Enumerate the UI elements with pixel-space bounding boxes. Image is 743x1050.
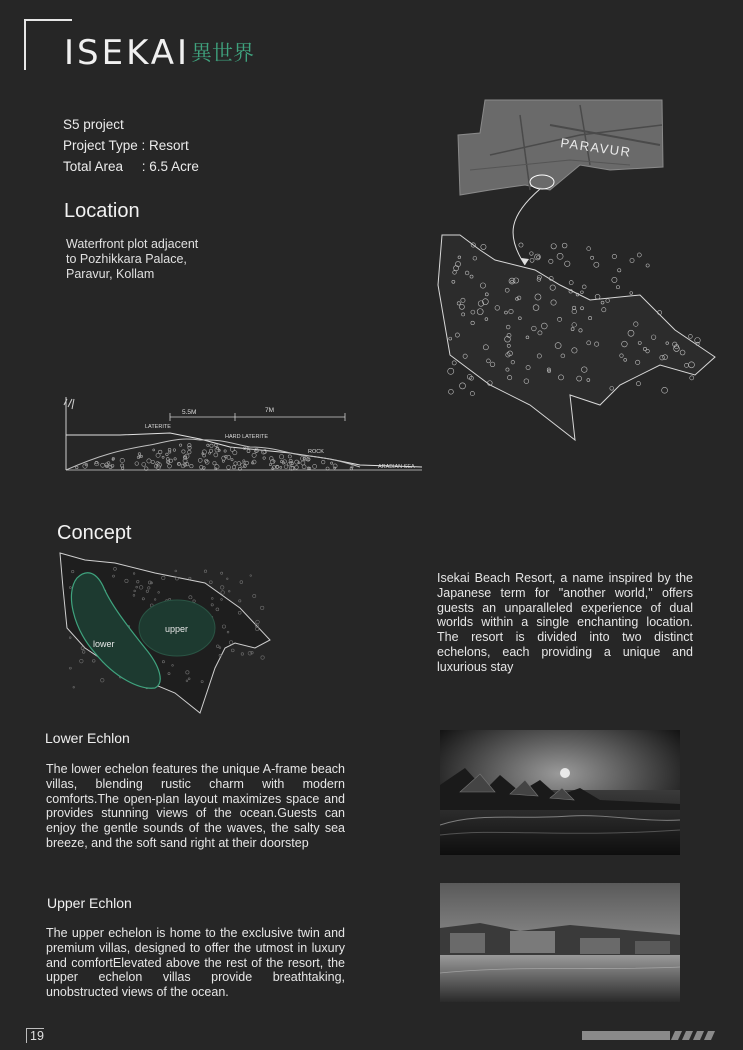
texture-dot [81,647,84,650]
concept-description: Isekai Beach Resort, a name inspired by the Japanese term for "another world," offers guests an unparalleled experience of dual worlds within a single enchanting location. The resort is divided into two distinct echelons, each providing a unique and luxurious stay [437,571,693,674]
texture-dot [301,461,305,465]
texture-dot [519,243,523,247]
texture-dot [101,463,105,467]
texture-dot [459,383,465,389]
texture-dot [245,461,249,465]
texture-dot [92,660,95,663]
texture-dot [269,463,271,465]
texture-dot [213,461,216,464]
texture-dot [232,466,235,469]
texture-dot [186,463,189,466]
texture-dot [530,252,534,256]
texture-dot [288,455,291,458]
texture-dot [284,465,288,469]
texture-dot [231,459,233,461]
lower-echelon-description: The lower echelon features the unique A-frame beach villas, blending rustic charm with modern comforts.The open-plan layout maximizes space and provides stunning views of the ocean.Guests can enjoy the gentle sounds of the waves, the salty sea breeze, and the soft sand right at their doorstep [46,762,345,850]
location-line: to Pozhikkara Palace, [66,252,187,266]
texture-dot [221,572,223,574]
texture-dot [231,649,234,652]
page-title-japanese: 異世界 [191,42,254,65]
texture-dot [162,456,164,458]
texture-dot [260,606,263,609]
upper-echelon-heading: Upper Echlon [47,895,132,911]
texture-dot [256,620,260,624]
texture-dot [237,462,241,466]
texture-dot [214,453,218,457]
location-line: Paravur, Kollam [66,267,155,281]
texture-dot [331,462,333,464]
project-type: Project Type : Resort [63,138,189,153]
texture-dot [204,570,207,573]
texture-dot [595,294,600,299]
texture-dot [158,450,162,454]
rock-texture [76,444,354,471]
texture-dot [240,581,243,584]
layer-label-hard-laterite: HARD LATERITE [225,434,268,440]
texture-dot [569,281,573,285]
texture-dot [151,460,154,463]
texture-dot [135,462,139,466]
texture-dot [138,453,141,456]
texture-dot [557,253,563,259]
texture-dot [142,463,146,467]
texture-dot [209,449,212,452]
texture-dot [448,368,454,374]
texture-dot [252,460,256,464]
texture-dot [188,444,191,447]
texture-dot [289,459,292,462]
page-title: ISEKAI [64,33,191,73]
texture-dot [636,382,640,386]
texture-dot [175,570,177,572]
texture-dot [587,247,591,251]
texture-dot [612,277,617,282]
texture-dot [147,459,151,463]
texture-dot [302,465,306,469]
texture-dot [227,466,231,470]
texture-dot [174,458,176,460]
texture-dot [173,449,176,452]
texture-dot [263,457,266,460]
texture-dot [630,292,633,295]
lower-echelon-heading: Lower Echlon [45,730,130,746]
project-area: Total Area : 6.5 Acre [63,159,199,174]
texture-dot [241,463,245,467]
texture-dot [221,591,225,595]
texture-dot [214,444,217,447]
texture-dot [80,659,84,663]
texture-dot [247,450,250,453]
texture-dot [321,460,325,464]
texture-dot [82,651,85,654]
texture-dot [224,450,226,452]
texture-dot [253,594,256,597]
texture-dot [313,464,317,468]
texture-dot [537,256,540,259]
upper-echelon-render-photo [440,883,680,1002]
texture-dot [239,600,241,602]
texture-dot [178,463,181,466]
texture-dot [250,575,252,577]
texture-dot [76,466,79,469]
dimension-label: 5.5M [182,409,197,416]
texture-dot [590,256,593,259]
texture-dot [452,361,456,365]
texture-dot [153,449,155,451]
texture-dot [209,581,212,584]
texture-dot [581,291,584,294]
upper-echelon-description: The upper echelon is home to the exclusive twin and premium villas, designed to offer the utmost in luxury and comfortElevated above the rest of the resort, the upper echelon villas provide breathtaking, unobstructed views of the ocean. [46,926,345,1000]
texture-dot [481,244,486,249]
layer-label-laterite: LATERITE [145,424,171,430]
concept-heading: Concept [57,522,132,544]
texture-dot [179,444,181,446]
texture-dot [618,269,621,272]
lower-zone-label: lower [93,639,115,649]
site-section-drawing [60,395,425,475]
texture-dot [243,460,245,462]
texture-dot [166,453,169,456]
site-location-map [430,95,730,445]
texture-dot [582,285,586,289]
concept-zoning-diagram [55,548,280,718]
texture-dot [255,450,257,452]
project-name: S5 project [63,117,124,132]
texture-dot [562,243,567,248]
texture-dot [166,458,169,461]
texture-dot [168,464,172,468]
texture-dot [295,466,299,470]
texture-dot [220,586,223,589]
texture-dot [226,578,228,580]
texture-dot [449,389,454,394]
texture-dot [594,262,599,267]
texture-dot [551,244,556,249]
texture-dot [207,444,209,446]
texture-dot [228,590,230,592]
texture-dot [662,387,668,393]
lower-echelon-render-photo [440,730,680,855]
layer-label-sea: ARABIAN SEA [378,464,415,470]
page-number: 19 [26,1028,44,1043]
texture-dot [69,667,71,669]
texture-dot [241,653,244,656]
texture-dot [612,254,616,258]
texture-dot [279,455,283,459]
texture-dot [637,253,641,257]
location-line: Waterfront plot adjacent [66,237,199,251]
texture-dot [198,458,202,462]
texture-dot [234,462,238,466]
texture-dot [690,376,694,380]
layer-label-rock: ROCK [308,449,324,455]
texture-dot [100,678,104,682]
texture-dot [530,258,534,262]
texture-dot [233,451,237,455]
footer-stripe-decoration [582,1031,718,1040]
texture-dot [689,334,693,338]
texture-dot [120,458,124,462]
map-town-label: PARAVUR [559,135,633,160]
texture-dot [73,686,75,688]
dimension-label: 7M [265,407,275,414]
location-heading: Location [64,200,140,222]
texture-dot [630,258,634,262]
texture-dot [261,656,264,659]
texture-dot [189,577,191,579]
texture-dot [565,261,570,266]
texture-dot [188,450,192,454]
texture-dot [210,444,213,447]
texture-dot [616,286,619,289]
upper-zone-label: upper [165,624,189,634]
texture-dot [272,466,275,469]
texture-dot [202,450,206,454]
texture-dot [646,264,649,267]
texture-dot [190,464,193,467]
texture-dot [182,450,185,453]
texture-dot [549,259,553,263]
texture-dot [280,466,282,468]
texture-dot [252,453,256,457]
texture-dot [470,391,474,395]
texture-dot [69,637,71,639]
